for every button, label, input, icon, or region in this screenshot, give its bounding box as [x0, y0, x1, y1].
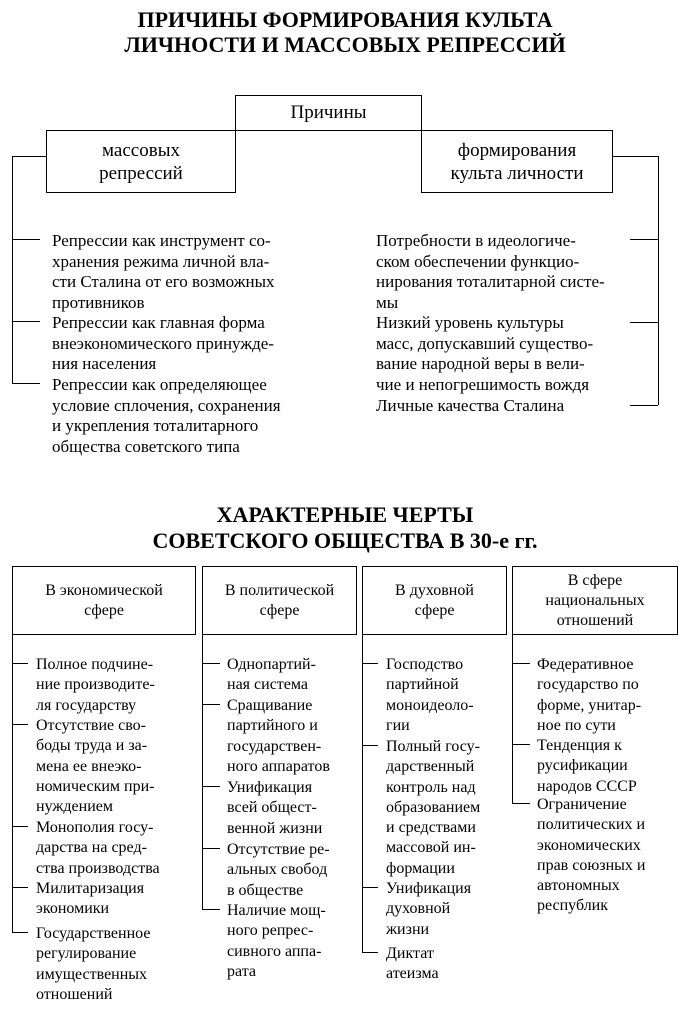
- text-line: образованием: [386, 798, 481, 816]
- political-item-3: [227, 778, 322, 839]
- text-line: нуждением: [36, 798, 113, 816]
- text-line: регулирование: [36, 945, 137, 963]
- text-line: имущественных: [36, 965, 148, 983]
- root-label: Причины: [290, 102, 367, 123]
- col3-connector-3: [362, 887, 378, 888]
- right-connector-1: [630, 239, 658, 240]
- text-line: в обществе: [227, 881, 304, 899]
- col2-connector-vertical: [202, 635, 203, 910]
- text-line: отношений: [36, 985, 113, 1003]
- col2-connector-5: [202, 909, 220, 910]
- spiritual-item-1: [386, 655, 474, 736]
- header-line: В политической: [224, 581, 335, 599]
- text-line: противников: [52, 292, 145, 312]
- text-line: моноидеоло-: [386, 696, 474, 714]
- left-branch-box: [46, 130, 236, 193]
- right-connector-3: [630, 405, 658, 406]
- col2-connector-4: [202, 848, 220, 849]
- economic-item-5: [36, 924, 150, 1005]
- right-branch-label-2: культа личности: [450, 162, 584, 184]
- text-line: мена ее внеэко-: [36, 757, 142, 775]
- right-branch-box: [421, 130, 613, 193]
- text-line: жизни: [386, 920, 430, 938]
- text-line: масс, допускавший существо-: [376, 333, 594, 353]
- text-line: сти Сталина от его возможных: [52, 272, 275, 291]
- root-box: [235, 95, 422, 131]
- text-line: хранения режима личной вла-: [52, 251, 270, 271]
- text-line: гии: [386, 716, 410, 734]
- col4-connector-2: [512, 744, 530, 745]
- text-line: ное по сути: [537, 716, 616, 734]
- diagram1-title-line2: ЛИЧНОСТИ И МАССОВЫХ РЕПРЕССИЙ: [124, 32, 566, 57]
- national-item-2: [537, 736, 637, 797]
- left-branch-label-2: репрессий: [99, 162, 183, 184]
- text-line: номическим при-: [36, 777, 155, 795]
- text-line: ная система: [227, 676, 308, 694]
- text-line: Личные качества Сталина: [376, 396, 565, 415]
- text-line: Унификация: [386, 880, 472, 897]
- text-line: общества советского типа: [52, 436, 240, 456]
- text-line: Потребности в идеологиче-: [376, 231, 576, 250]
- column-header-economic: [12, 566, 196, 635]
- economic-item-3: [36, 818, 160, 879]
- header-line: В духовной: [395, 581, 474, 599]
- spiritual-item-3: [386, 879, 471, 940]
- col2-connector-1: [202, 663, 220, 664]
- national-item-3: [537, 795, 645, 917]
- left-connector-2: [12, 321, 40, 322]
- text-line: партийной: [386, 676, 459, 694]
- text-line: Тенденция к: [537, 737, 622, 754]
- text-line: автономных: [537, 877, 620, 895]
- header-line: сфере: [414, 601, 455, 619]
- text-line: Федеративное: [537, 656, 634, 673]
- text-line: и укрепления тоталитарного: [52, 416, 259, 435]
- right-connector-top: [613, 156, 658, 157]
- col2-connector-3: [202, 786, 220, 787]
- text-line: Полный госу-: [386, 738, 480, 755]
- text-line: Милитаризация: [36, 880, 145, 897]
- column-header-national: [512, 566, 678, 635]
- col4-connector-1: [512, 663, 530, 664]
- text-line: политических и: [537, 816, 645, 834]
- spiritual-item-2: [386, 737, 480, 879]
- right-item-1: [376, 231, 605, 313]
- text-line: дарственный: [386, 758, 475, 776]
- col2-connector-2: [202, 704, 220, 705]
- header-line: В экономической: [45, 581, 163, 599]
- col1-connector-2: [12, 724, 28, 725]
- column-header-political: [202, 566, 357, 635]
- text-line: рата: [227, 962, 256, 980]
- text-line: и средствами: [386, 819, 476, 837]
- right-item-2: [376, 313, 593, 395]
- text-line: сивного аппа-: [227, 942, 322, 960]
- text-line: форме, унитар-: [537, 696, 642, 714]
- text-line: Репрессии как инструмент со-: [52, 231, 271, 250]
- text-line: народов СССР: [537, 777, 637, 795]
- text-line: Унификация: [227, 779, 313, 796]
- col1-connector-5: [12, 932, 28, 933]
- left-connector-3: [12, 383, 40, 384]
- left-item-3: [52, 375, 281, 457]
- text-line: ного репрес-: [227, 922, 314, 940]
- text-line: экономики: [36, 900, 110, 918]
- text-line: всей общест-: [227, 799, 317, 817]
- text-line: партийного и: [227, 717, 318, 735]
- text-line: контроль над: [386, 778, 476, 796]
- text-line: Низкий уровень культуры: [376, 313, 564, 332]
- text-line: внеэкономического принужде-: [52, 333, 274, 353]
- col3-connector-2: [362, 745, 378, 746]
- economic-item-1: [36, 655, 155, 716]
- text-line: массовой ин-: [386, 839, 476, 857]
- economic-item-4: [36, 879, 144, 920]
- col1-connector-vertical: [12, 635, 13, 933]
- text-line: Ограничение: [537, 796, 627, 813]
- left-connector-top: [12, 156, 46, 157]
- text-line: нирования тоталитарной систе-: [376, 272, 605, 291]
- text-line: республик: [537, 897, 609, 915]
- diagram1-title-line1: ПРИЧИНЫ ФОРМИРОВАНИЯ КУЛЬТА: [137, 7, 553, 32]
- text-line: Отсутствие сво-: [36, 717, 147, 734]
- header-line: отношений: [556, 611, 634, 629]
- right-connector-vertical: [658, 156, 659, 405]
- text-line: альных свобод: [227, 861, 328, 879]
- political-item-4: [227, 840, 330, 901]
- diagram2-title-line1: ХАРАКТЕРНЫЕ ЧЕРТЫ: [216, 502, 474, 527]
- text-line: Государственное: [36, 925, 151, 942]
- text-line: Сращивание: [227, 697, 313, 714]
- text-line: Репрессии как определяющее: [52, 375, 267, 394]
- right-item-3: [376, 396, 564, 417]
- left-item-1: [52, 231, 275, 313]
- text-line: чие и непогрешимость вождя: [376, 374, 590, 394]
- political-item-1: [227, 655, 316, 696]
- text-line: вание народной веры в вели-: [376, 354, 585, 373]
- col4-connector-3: [512, 803, 530, 804]
- text-line: Наличие мощ-: [227, 902, 326, 919]
- col3-connector-4: [362, 952, 378, 953]
- political-item-2: [227, 696, 330, 777]
- text-line: Господство: [386, 656, 464, 673]
- text-line: Отсутствие ре-: [227, 841, 330, 858]
- text-line: боды труда и за-: [36, 737, 148, 755]
- text-line: ства производства: [36, 859, 160, 877]
- text-line: атеизма: [386, 965, 439, 983]
- col3-connector-1: [362, 663, 378, 664]
- text-line: Монополия госу-: [36, 819, 154, 836]
- text-line: Полное подчине-: [36, 656, 154, 673]
- left-connector-vertical: [12, 156, 13, 383]
- header-line: В сфере: [567, 571, 623, 589]
- col1-connector-4: [12, 887, 28, 888]
- left-branch-label-1: массовых: [102, 139, 180, 161]
- header-line: национальных: [545, 591, 645, 609]
- col4-connector-vertical: [512, 635, 513, 804]
- text-line: прав союзных и: [537, 856, 646, 874]
- economic-item-2: [36, 716, 155, 817]
- national-item-1: [537, 655, 641, 736]
- col1-connector-3: [12, 826, 28, 827]
- right-connector-2: [630, 322, 658, 323]
- text-line: русификации: [537, 757, 628, 775]
- diagram2-title-line2: СОВЕТСКОГО ОБЩЕСТВА В 30-е гг.: [152, 528, 538, 553]
- text-line: ного аппаратов: [227, 757, 330, 775]
- header-line: сфере: [84, 601, 124, 619]
- text-line: мы: [376, 292, 399, 312]
- column-header-spiritual: [362, 566, 507, 635]
- text-line: государство по: [537, 676, 639, 694]
- col3-connector-vertical: [362, 635, 363, 953]
- text-line: ния населения: [52, 354, 157, 373]
- spiritual-item-4: [386, 944, 439, 985]
- text-line: Диктат: [386, 945, 434, 962]
- left-connector-1: [12, 239, 40, 240]
- text-line: формации: [386, 859, 455, 877]
- text-line: Однопартий-: [227, 656, 316, 673]
- political-item-5: [227, 901, 326, 982]
- text-line: государствен-: [227, 737, 322, 755]
- right-branch-label-1: формирования: [457, 139, 577, 161]
- text-line: духовной: [386, 900, 451, 918]
- header-line: сфере: [259, 601, 300, 619]
- text-line: Репрессии как главная форма: [52, 313, 265, 332]
- text-line: ля государству: [36, 696, 137, 714]
- left-item-2: [52, 313, 274, 375]
- col1-connector-1: [12, 663, 28, 664]
- text-line: венной жизни: [227, 819, 323, 837]
- text-line: дарства на сред-: [36, 839, 147, 857]
- text-line: ском обеспечении функцио-: [376, 251, 580, 271]
- text-line: условие сплочения, сохранения: [52, 395, 281, 415]
- text-line: ние производите-: [36, 676, 155, 694]
- text-line: экономических: [537, 836, 641, 854]
